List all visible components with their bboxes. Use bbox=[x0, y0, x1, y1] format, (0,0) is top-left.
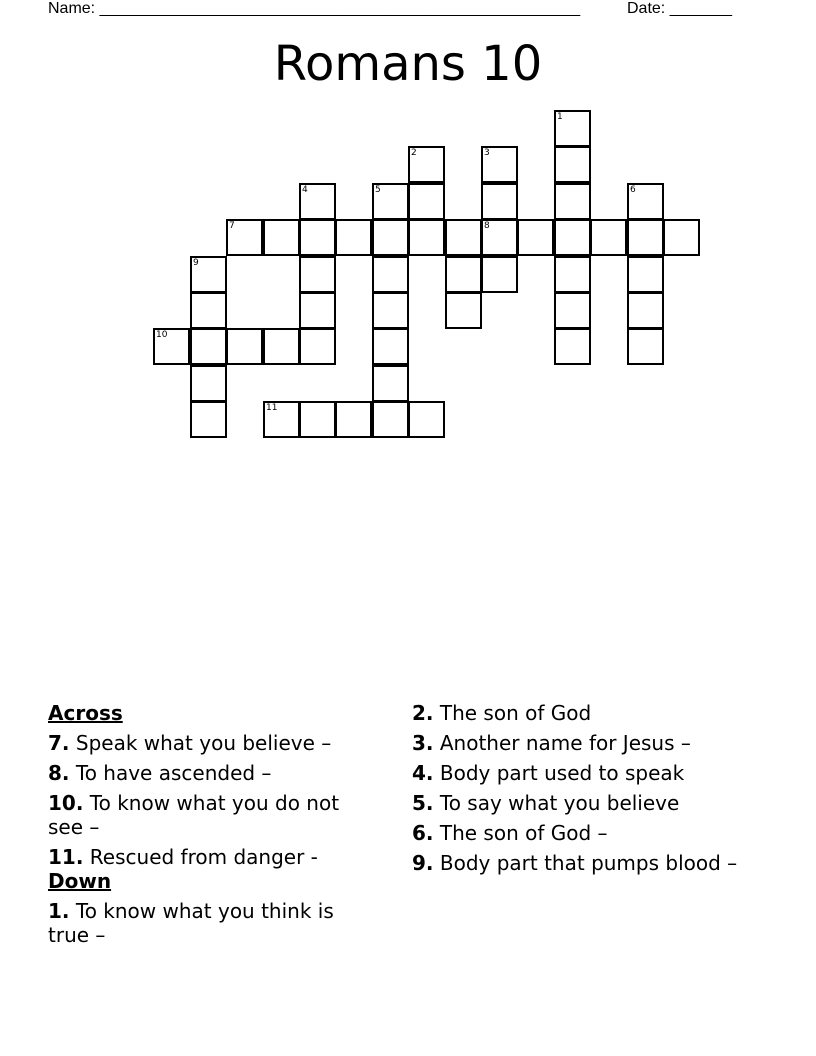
grid-cell[interactable] bbox=[372, 401, 409, 438]
grid-cell[interactable] bbox=[627, 292, 664, 329]
clue-across-10 bbox=[48, 791, 378, 839]
grid-cell[interactable] bbox=[299, 328, 336, 365]
clue-text: Rescued from danger - bbox=[83, 845, 318, 869]
clue-text: To have ascended – bbox=[69, 761, 272, 785]
grid-cell[interactable] bbox=[627, 256, 664, 293]
cell-number: 1 bbox=[557, 112, 563, 122]
cell-number: 4 bbox=[302, 185, 308, 195]
clue-number: 2. bbox=[412, 701, 434, 725]
clue-text: To say what you believe bbox=[433, 791, 680, 815]
clue-text: Body part that pumps blood – bbox=[433, 851, 738, 875]
grid-cell[interactable] bbox=[481, 256, 518, 293]
grid-cell[interactable] bbox=[554, 328, 591, 365]
grid-cell[interactable] bbox=[663, 219, 700, 256]
grid-cell[interactable] bbox=[554, 292, 591, 329]
grid-cell[interactable] bbox=[554, 146, 591, 183]
cell-number: 6 bbox=[630, 185, 636, 195]
clue-text: The son of God bbox=[433, 701, 592, 725]
grid-cell[interactable] bbox=[263, 401, 300, 438]
grid-cell[interactable] bbox=[408, 401, 445, 438]
clue-down-6 bbox=[412, 821, 742, 845]
cell-number: 8 bbox=[484, 221, 490, 231]
clue-number: 7. bbox=[48, 731, 70, 755]
grid-cell[interactable] bbox=[445, 292, 482, 329]
grid-cell[interactable] bbox=[408, 183, 445, 220]
grid-cell[interactable] bbox=[372, 365, 409, 402]
grid-cell[interactable] bbox=[153, 328, 190, 365]
grid-cell[interactable] bbox=[445, 256, 482, 293]
down-heading: Down bbox=[48, 869, 112, 893]
grid-cell[interactable] bbox=[481, 219, 518, 256]
grid-cell[interactable] bbox=[627, 219, 664, 256]
clue-down-2 bbox=[412, 701, 742, 725]
grid-cell[interactable] bbox=[372, 292, 409, 329]
grid-cell[interactable] bbox=[481, 146, 518, 183]
grid-cell[interactable] bbox=[335, 219, 372, 256]
clues-column-left bbox=[48, 701, 378, 953]
grid-cell[interactable] bbox=[299, 256, 336, 293]
grid-cell[interactable] bbox=[554, 110, 591, 147]
clue-number: 1. bbox=[48, 899, 70, 923]
clue-number: 5. bbox=[412, 791, 434, 815]
grid-cell[interactable] bbox=[408, 219, 445, 256]
grid-cell[interactable] bbox=[554, 183, 591, 220]
grid-cell[interactable] bbox=[372, 183, 409, 220]
grid-cell[interactable] bbox=[190, 292, 227, 329]
clue-number: 8. bbox=[48, 761, 70, 785]
clue-across-11 bbox=[48, 845, 378, 869]
cell-number: 11 bbox=[266, 403, 278, 413]
grid-cell[interactable] bbox=[590, 219, 627, 256]
clue-across-8 bbox=[48, 761, 378, 785]
clues-column-right bbox=[412, 701, 742, 881]
across-heading: Across bbox=[48, 701, 123, 725]
grid-cell[interactable] bbox=[445, 219, 482, 256]
clue-text: The son of God – bbox=[433, 821, 608, 845]
clue-number: 3. bbox=[412, 731, 434, 755]
clue-across-7 bbox=[48, 731, 378, 755]
clue-text: Another name for Jesus – bbox=[433, 731, 691, 755]
grid-cell[interactable] bbox=[372, 219, 409, 256]
clue-number: 10. bbox=[48, 791, 84, 815]
clue-down-5 bbox=[412, 791, 742, 815]
grid-cell[interactable] bbox=[372, 328, 409, 365]
grid-cell[interactable] bbox=[299, 183, 336, 220]
grid-cell[interactable] bbox=[226, 328, 263, 365]
grid-cell[interactable] bbox=[226, 219, 263, 256]
grid-cell[interactable] bbox=[554, 256, 591, 293]
cell-number: 9 bbox=[193, 258, 199, 268]
cell-number: 5 bbox=[375, 185, 381, 195]
clue-text: To know what you do not see – bbox=[48, 791, 340, 839]
clue-text: Speak what you believe – bbox=[69, 731, 332, 755]
grid-cell[interactable] bbox=[517, 219, 554, 256]
clue-down-3 bbox=[412, 731, 742, 755]
grid-cell[interactable] bbox=[190, 256, 227, 293]
grid-cell[interactable] bbox=[372, 256, 409, 293]
grid-cell[interactable] bbox=[627, 183, 664, 220]
cell-number: 3 bbox=[484, 148, 490, 158]
grid-cell[interactable] bbox=[190, 365, 227, 402]
date-field: Date: _______ bbox=[627, 0, 732, 17]
grid-cell[interactable] bbox=[627, 328, 664, 365]
clue-text: Body part used to speak bbox=[433, 761, 685, 785]
clue-number: 9. bbox=[412, 851, 434, 875]
cell-number: 10 bbox=[156, 330, 168, 340]
grid-cell[interactable] bbox=[190, 401, 227, 438]
grid-cell[interactable] bbox=[481, 183, 518, 220]
grid-cell[interactable] bbox=[335, 401, 372, 438]
clue-down-4 bbox=[412, 761, 742, 785]
clue-text: To know what you think is true – bbox=[48, 899, 334, 947]
name-field: Name: ______________________________________________________ bbox=[48, 0, 581, 17]
grid-cell[interactable] bbox=[299, 401, 336, 438]
cell-number: 7 bbox=[229, 221, 235, 231]
clue-down-9 bbox=[412, 851, 742, 875]
grid-cell[interactable] bbox=[263, 328, 300, 365]
grid-cell[interactable] bbox=[299, 219, 336, 256]
clue-number: 11. bbox=[48, 845, 84, 869]
grid-cell[interactable] bbox=[554, 219, 591, 256]
grid-cell[interactable] bbox=[299, 292, 336, 329]
page-title: Romans 10 bbox=[273, 36, 543, 92]
clue-number: 4. bbox=[412, 761, 434, 785]
clue-number: 6. bbox=[412, 821, 434, 845]
cell-number: 2 bbox=[411, 148, 417, 158]
grid-cell[interactable] bbox=[408, 146, 445, 183]
clue-down-1 bbox=[48, 899, 378, 947]
grid-cell[interactable] bbox=[190, 328, 227, 365]
grid-cell[interactable] bbox=[263, 219, 300, 256]
